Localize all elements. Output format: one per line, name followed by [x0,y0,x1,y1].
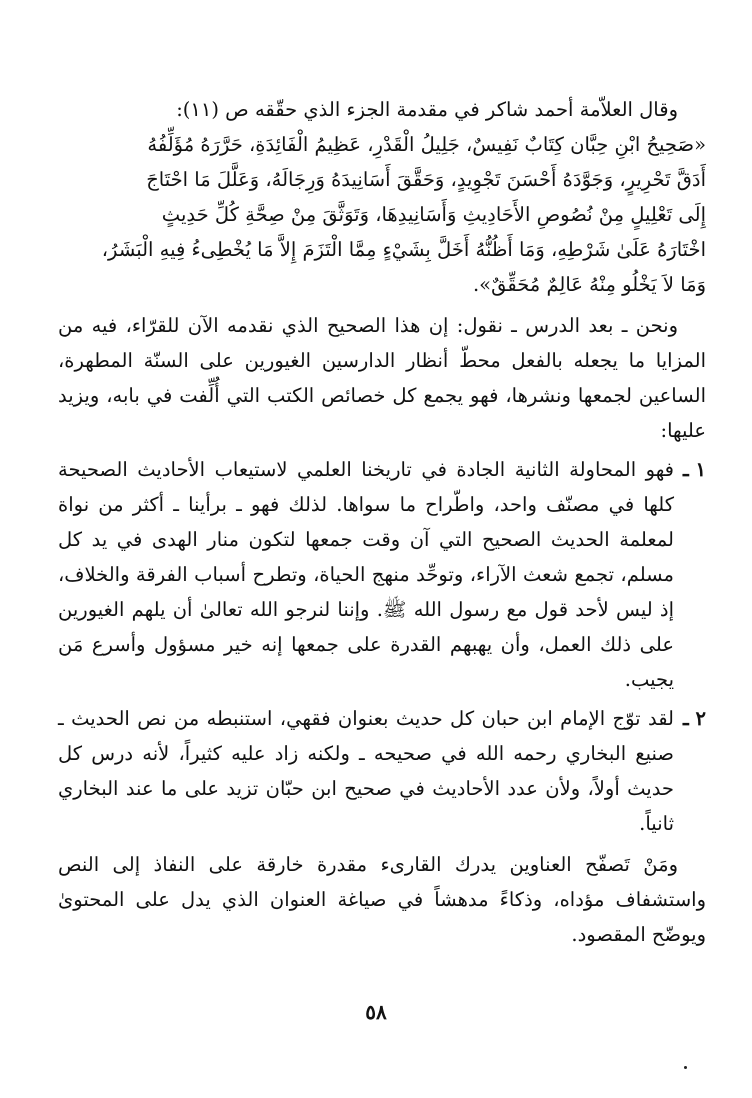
quote-line: اخْتَارَهُ عَلَىٰ شَرْطِهِ، وَمَا أَظُنُّهُ أَخَلَّ بِشَيْءٍ مِمَّا الْتَزَمَ إِلاَّ مَا يُخْطِىءُ فِيهِ الْبَشَرُ، [101,238,706,261]
list-item-text: فهو المحاولة الثانية الجادة في تاريخنا العلمي لاستيعاب الأحاديث الصحيحة كلها في مصنّف واحد، واطّراح ما سواها. لذلك فهو ـ برأينا ـ أكثر من نواة لمعلمة الحديث الصحيح التي آن وقت جمعها لتكون منار الهدى في يد كل مسلم، تجمع شعث الآراء، وتوحِّد منهج الحياة، وتطرح أسباب الفرقة والخلاف، إذ ليس لأحد قول مع رسول الله ﷺ. وإننا لنرجو الله تعالىٰ أن يلهم الغيورين على ذلك العمل، وأن يهبهم القدرة على جمعها إنه خير مسؤول وأسرع مَن يجيب. [58,458,674,691]
page-body [58,92,706,952]
list-item [58,452,706,697]
body-paragraph: ونحن ـ بعد الدرس ـ نقول: إن هذا الصحيح الذي نقدمه الآن للقرّاء، فيه من المزايا ما يجعله بالفعل محطّ أنظار الدارسين الغيورين على السنّة المطهرة، الساعين لجمعها ونشرها، فهو يجمع كل خصائص الكتب التي أُلِّفت في بابه، ويزيد عليها: [58,314,706,442]
page-number: ٥٨ [365,1000,387,1024]
intro-paragraph: وقال العلاّمة أحمد شاكر في مقدمة الجزء الذي حقّقه ص (١١): [176,98,678,121]
scan-speck [684,1066,687,1069]
list-item-number: ١ ـ [683,458,706,481]
list-item-text: لقد توّج الإمام ابن حبان كل حديث بعنوان فقهي، استنبطه من نص الحديث ـ صنيع البخاري رحمه الله في صحيحه ـ ولكنه زاد عليه كثيراً، لأنه درس كل حديث أولاً، ولأن عدد الأحاديث في صحيح ابن حبّان تزيد على ما عند البخاري ثانياً. [58,707,674,835]
list-item-number: ٢ ـ [683,707,706,730]
quote-line: إِلَى تَعْلِيلٍ مِنْ نُصُوصِ الأَحَادِيثِ وَأَسَانِيدِهَا، وَتَوَثَّقَ مِنْ صِحَّةِ كُلِّ حَدِيثٍ [161,203,706,226]
quote-line: أَدَقَّ تَحْرِيرٍ، وَجَوَّدَهُ أَحْسَنَ تَجْوِيدٍ، وَحَقَّقَ أَسَانِيدَهُ وَرِجَالَهُ، وَعَلَّلَ مَا احْتَاجَ [146,168,706,191]
quote-line: وَمَا لاَ يَخْلُو مِنْهُ عَالِمٌ مُحَقِّقٌ». [472,273,706,296]
list-item [58,701,706,841]
quote-paragraph [58,127,706,302]
closing-paragraph: ومَنْ تَصفّح العناوين يدرك القارىء مقدرة خارقة على النفاذ إلى النص واستشفاف مؤداه، وذكاءً مدهشاً في صياغة العنوان الذي يدل على المحتوىٰ ويوضّح المقصود. [58,853,706,946]
quote-line: «صَحِيحُ ابْنِ حِبَّان كِتَابٌ نَفِيسٌ، جَلِيلُ الْقَدْرِ، عَظِيمُ الْفَائِدَةِ، حَرَّرَهُ مُؤَلِّفُهُ [147,133,706,156]
